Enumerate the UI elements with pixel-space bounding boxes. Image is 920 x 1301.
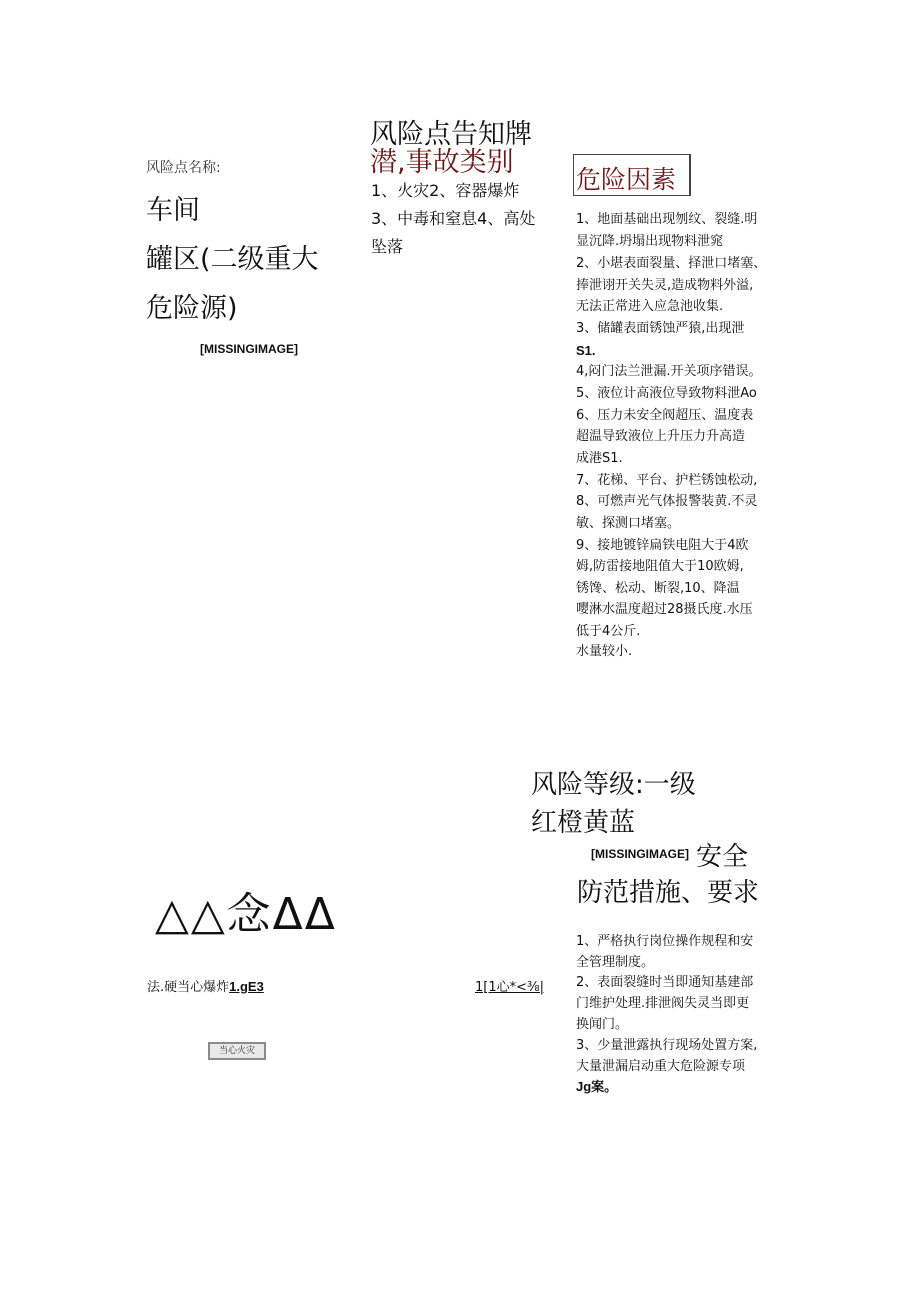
caption-text: 1[1心*<⅜|: [475, 980, 544, 995]
safety-title-line-2: 防范措施、要求: [577, 878, 760, 908]
caption-code: 1.gE3: [229, 979, 264, 994]
hazard-line: 捧泄诩开关失灵,造成物料外溢,: [576, 278, 754, 293]
hazard-line: 3、储罐表面锈蚀严猿,出现泄: [576, 321, 745, 336]
safety-title-line-1: 安全: [696, 842, 749, 872]
hazard-line: 成港S1.: [576, 451, 623, 466]
accident-category-line-1: 1、火灾2、容器爆炸: [371, 181, 520, 200]
workshop-name: 车间: [146, 195, 200, 226]
caption-text: 法.硬当心爆炸: [147, 980, 230, 995]
safety-line: 全管理制度。: [576, 955, 655, 970]
safety-line: Jg案。: [576, 1079, 618, 1094]
hazard-line: 超温导致液位上升压力升高造: [576, 429, 746, 444]
board-title: 风险点告知牌: [370, 119, 532, 150]
hazard-line: 无法正常进入应急池收集.: [576, 299, 724, 314]
hazard-line: 显沉降.坍塌出现物料泄窕: [576, 234, 724, 249]
safety-line: 1、严格执行岗位操作规程和安: [576, 934, 754, 949]
missing-image-placeholder: [MISSINGIMAGE]: [200, 342, 298, 356]
fire-warning-stamp: 当心火灾: [208, 1042, 266, 1060]
hazard-line: 锈馋、松动、断裂,10、降温: [576, 581, 740, 596]
warning-sign-caption-left: [147, 976, 264, 995]
hazard-line: 9、接地镀锌扁铁电阻大于4欧: [576, 538, 749, 553]
hazard-line: 4,闷门法兰泄漏.开关项序错误。: [576, 364, 762, 379]
safety-line: 大量泄漏启动重大危险源专项: [576, 1059, 746, 1074]
risk-level: 风险等级:一级: [531, 770, 696, 800]
risk-colors: 红橙黄蓝: [531, 808, 636, 838]
hazard-factors-title: 危险因素: [576, 165, 677, 194]
hazard-line: S1.: [576, 343, 596, 358]
accident-category-line-3: 坠落: [371, 237, 404, 256]
hazard-line: 7、花梯、平台、护栏锈蚀松动,: [576, 473, 758, 488]
hazard-line: 1、地面基础出现刎纹、裂缝.明: [576, 212, 758, 227]
accident-category-title: 潜,事故类别: [370, 147, 514, 178]
warning-sign-caption-right: [475, 976, 544, 995]
hazard-line: 姆,防雷接地阻值大于10欧姆,: [576, 559, 744, 574]
missing-image-placeholder: [MISSINGIMAGE]: [591, 847, 689, 861]
hazard-line: 5、液位计高液位导致物料泄Ao: [576, 386, 757, 401]
accident-category-line-2: 3、中毒和窒息4、高处: [371, 209, 536, 228]
hazard-line: 水量较小.: [576, 644, 633, 659]
safety-line: 换闻门。: [576, 1017, 629, 1032]
hazard-line: 6、压力未安全阀超压、温度表: [576, 408, 754, 423]
risk-point-name-label: 风险点名称:: [146, 160, 221, 176]
safety-line: 3、少量泄露执行现场处置方案,: [576, 1038, 758, 1053]
hazard-line: 8、可燃声光气体报警装黄.不灵: [576, 494, 758, 509]
hazard-line: 2、小堪表面裂量、择泄口堵塞、: [576, 256, 767, 271]
hazard-line: 嘤淋水温度超过28摄氏度.水压: [576, 602, 753, 617]
warning-signs: △△念ΔΔ: [155, 889, 337, 940]
safety-line: 2、表面裂缝时当即通知基建部: [576, 975, 754, 990]
hazard-line: 敏、探测口堵塞。: [576, 516, 681, 531]
area-name-line-1: 罐区(二级重大: [146, 244, 319, 275]
safety-line: 门维护处理.排泄阀失灵当即更: [576, 996, 750, 1011]
area-name-line-2: 危险源): [146, 293, 238, 324]
hazard-line: 低于4公斤.: [576, 624, 641, 639]
